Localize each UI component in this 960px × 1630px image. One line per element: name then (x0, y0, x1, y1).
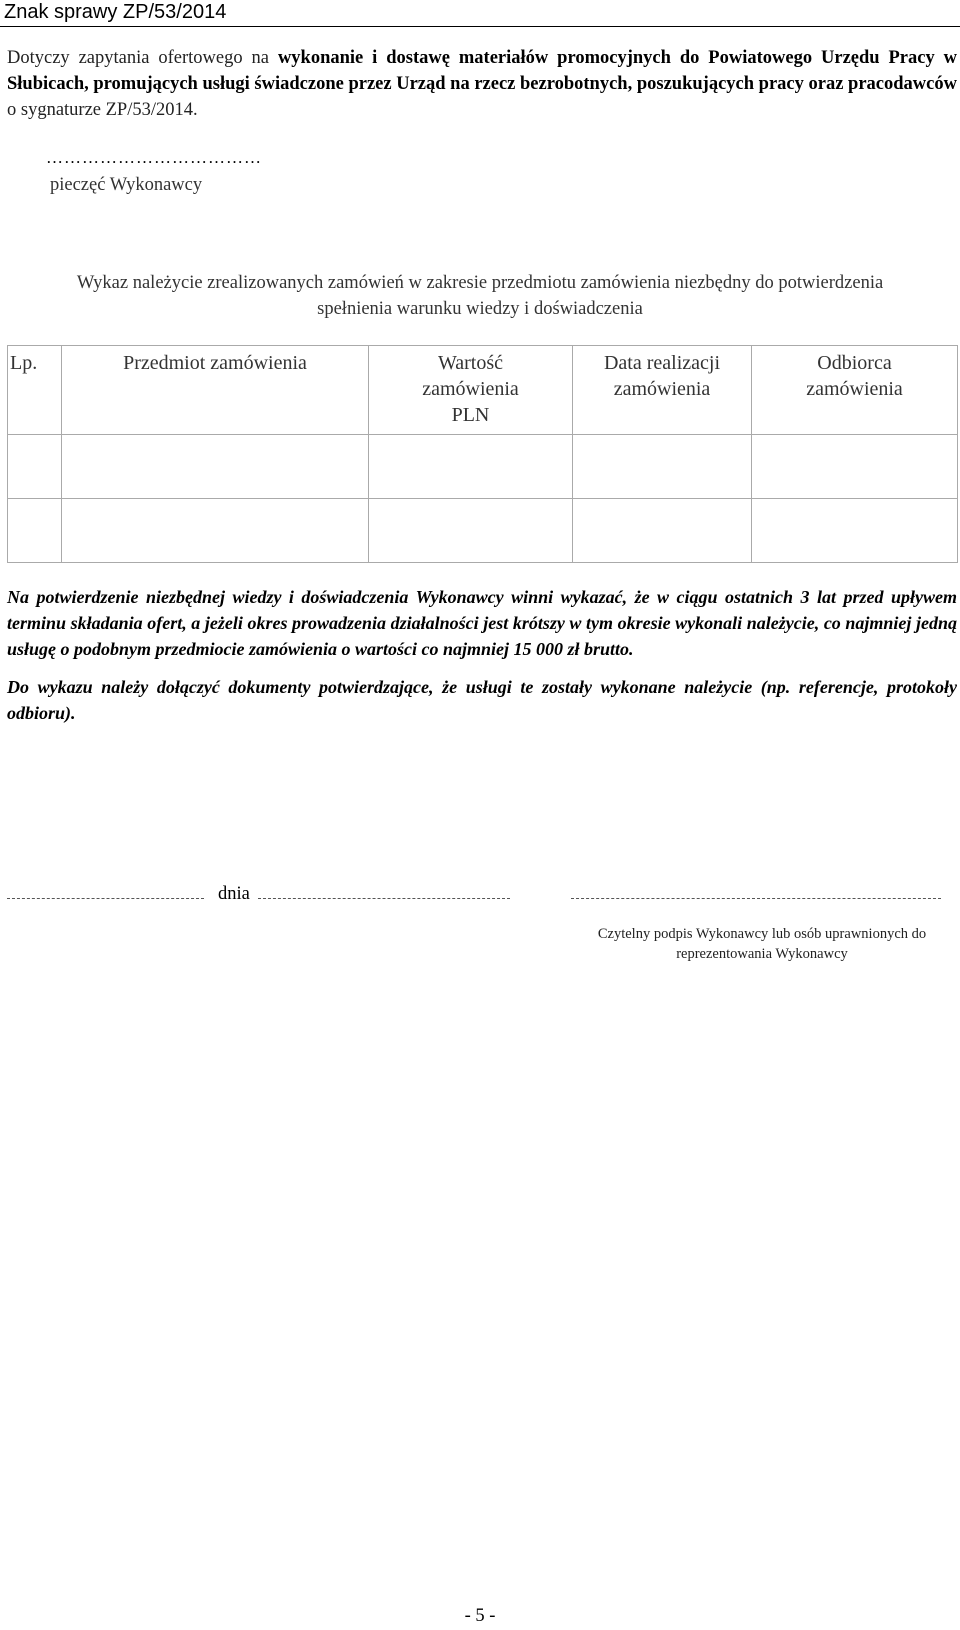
table-cell[interactable] (62, 435, 369, 499)
table-cell[interactable] (62, 499, 369, 563)
place-field-line[interactable] (7, 898, 204, 899)
intro-paragraph (7, 45, 957, 123)
header-lp: Lp. (8, 346, 62, 435)
intro-text-after: o sygnaturze ZP/53/2014. (7, 100, 198, 120)
case-number: Znak sprawy ZP/53/2014 (4, 1, 227, 23)
note-paragraph-1: Na potwierdzenie niezbędnej wiedzy i doświadczenia Wykonawcy winni wykazać, że w ciągu ostatnich 3 lat przed upływem terminu składania ofert, a jeżeli okres prowadzenia działalności jest krótszy w tym okresie wykonali należycie, co najmniej jedną usługę o podobnym przedmiocie zamówienia o wartości co najmniej 15 000 zł brutto. (7, 587, 957, 659)
page-number: - 5 - (464, 1606, 496, 1626)
notes (7, 584, 957, 738)
stamp-label: pieczęć Wykonawcy (50, 175, 203, 195)
date-label: dnia (218, 884, 250, 904)
orders-table (7, 345, 958, 563)
signature-caption-line2: reprezentowania Wykonawcy (676, 946, 848, 962)
table-cell[interactable] (573, 499, 752, 563)
wykaz-title-line2: spełnienia warunku wiedzy i doświadczenia (317, 299, 643, 319)
header-value: Wartość zamówienia PLN (369, 346, 573, 435)
signature-caption (567, 924, 957, 964)
header-subject: Przedmiot zamówienia (62, 346, 369, 435)
wykaz-title (0, 270, 960, 322)
note-paragraph-2: Do wykazu należy dołączyć dokumenty potwierdzające, że usługi te zostały wykonane należycie (np. referencje, protokoły odbioru). (7, 677, 957, 723)
table-row (8, 435, 958, 499)
page-header (0, 0, 960, 27)
table-row (8, 499, 958, 563)
table-cell[interactable] (369, 435, 573, 499)
table-cell[interactable] (752, 435, 958, 499)
header-date: Data realizacji zamówienia (573, 346, 752, 435)
table-cell[interactable] (573, 435, 752, 499)
signature-caption-line1: Czytelny podpis Wykonawcy lub osób uprawnionych do (597, 926, 927, 942)
signature-field-line[interactable] (571, 898, 941, 899)
table-cell[interactable] (752, 499, 958, 563)
wykaz-title-line1: Wykaz należycie zrealizowanych zamówień w zakresie przedmiotu zamówienia niezbędny do potwierdzenia (76, 273, 884, 293)
stamp-dots: ……………………………… (46, 148, 262, 167)
intro-text-before: Dotyczy zapytania ofertowego na (7, 48, 278, 68)
intro-text-bold: wykonanie i dostawę materiałów promocyjnych do Powiatowego Urzędu Pracy w Słubicach, promujących usługi świadczone przez Urząd na rzecz bezrobotnych, poszukujących pracy oraz pracodawców (7, 48, 957, 94)
header-recipient: Odbiorca zamówienia (752, 346, 958, 435)
table-cell[interactable] (369, 499, 573, 563)
table-header-row (8, 346, 958, 435)
table-cell[interactable] (8, 499, 62, 563)
table-cell[interactable] (8, 435, 62, 499)
date-field-line[interactable] (258, 898, 510, 899)
